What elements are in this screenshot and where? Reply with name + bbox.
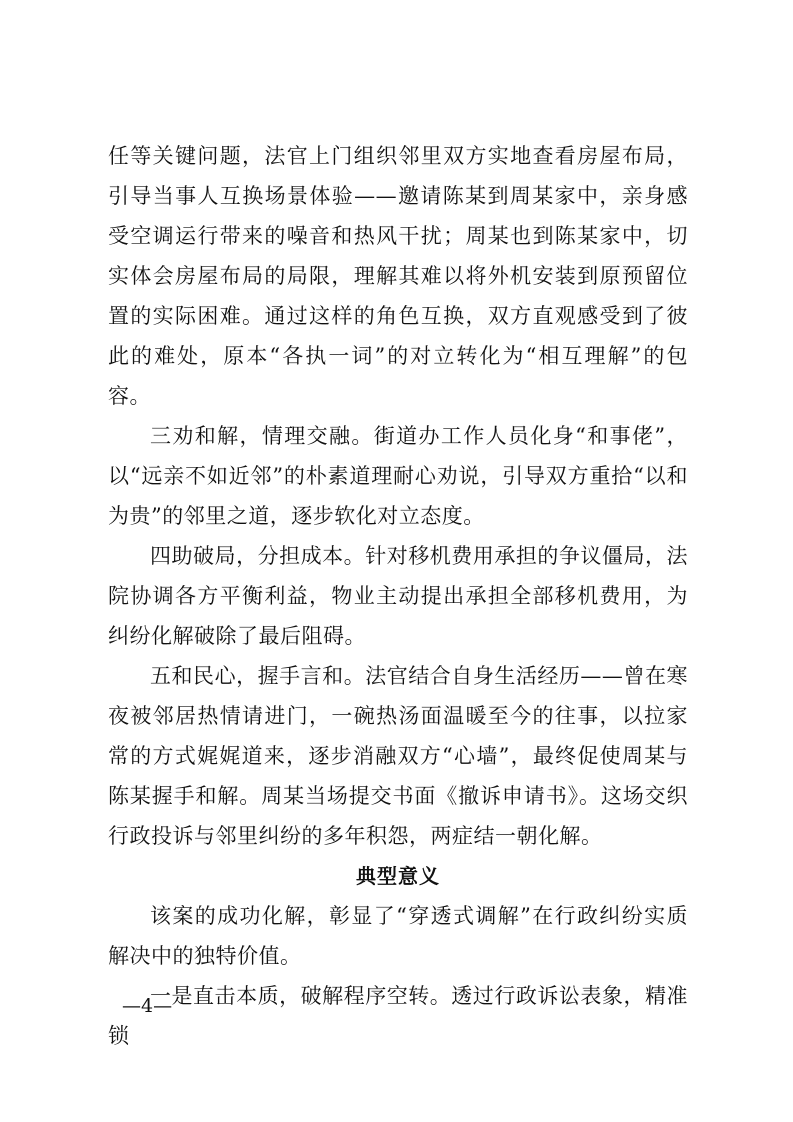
paragraph-third-point: 三劝和解，情理交融。街道办工作人员化身“和事佬”，以“远亲不如近邻”的朴素道理耐心劝说，引导双方重拾“以和为贵”的邻里之道，逐步软化对立态度。 <box>108 424 688 528</box>
section-heading: 典型意义 <box>356 864 440 888</box>
document-body <box>108 136 688 1056</box>
paragraph-fifth-point: 五和民心，握手言和。法官结合自身生活经历——曾在寒夜被邻居热情请进门，一碗热汤面温暖至今的往事，以拉家常的方式娓娓道来，逐步消融双方“心墙”，最终促使周某与陈某握手和解。周某当场提交书面《撤诉申请书》。这场交织行政投诉与邻里纠纷的多年积怨，两症结一朝化解。 <box>108 664 688 848</box>
paragraph-fourth-point: 四助破局，分担成本。针对移机费用承担的争议僵局，法院协调各方平衡利益，物业主动提出承担全部移机费用，为纠纷化解破除了最后阻碍。 <box>108 544 688 648</box>
page-number: —4— <box>122 995 173 1017</box>
paragraph-first-significance: 一是直击本质，破解程序空转。透过行政诉讼表象，精准锁 <box>108 984 688 1048</box>
paragraph-significance-intro: 该案的成功化解，彰显了“穿透式调解”在行政纠纷实质解决中的独特价值。 <box>108 904 688 968</box>
paragraph-continuation: 任等关键问题，法官上门组织邻里双方实地查看房屋布局，引导当事人互换场景体验——邀请陈某到周某家中，亲身感受空调运行带来的噪音和热风干扰；周某也到陈某家中，切实体会房屋布局的局限，理解其难以将外机安装到原预留位置的实际困难。通过这样的角色互换，双方直观感受到了彼此的难处，原本“各执一词”的对立转化为“相互理解”的包容。 <box>108 144 688 408</box>
